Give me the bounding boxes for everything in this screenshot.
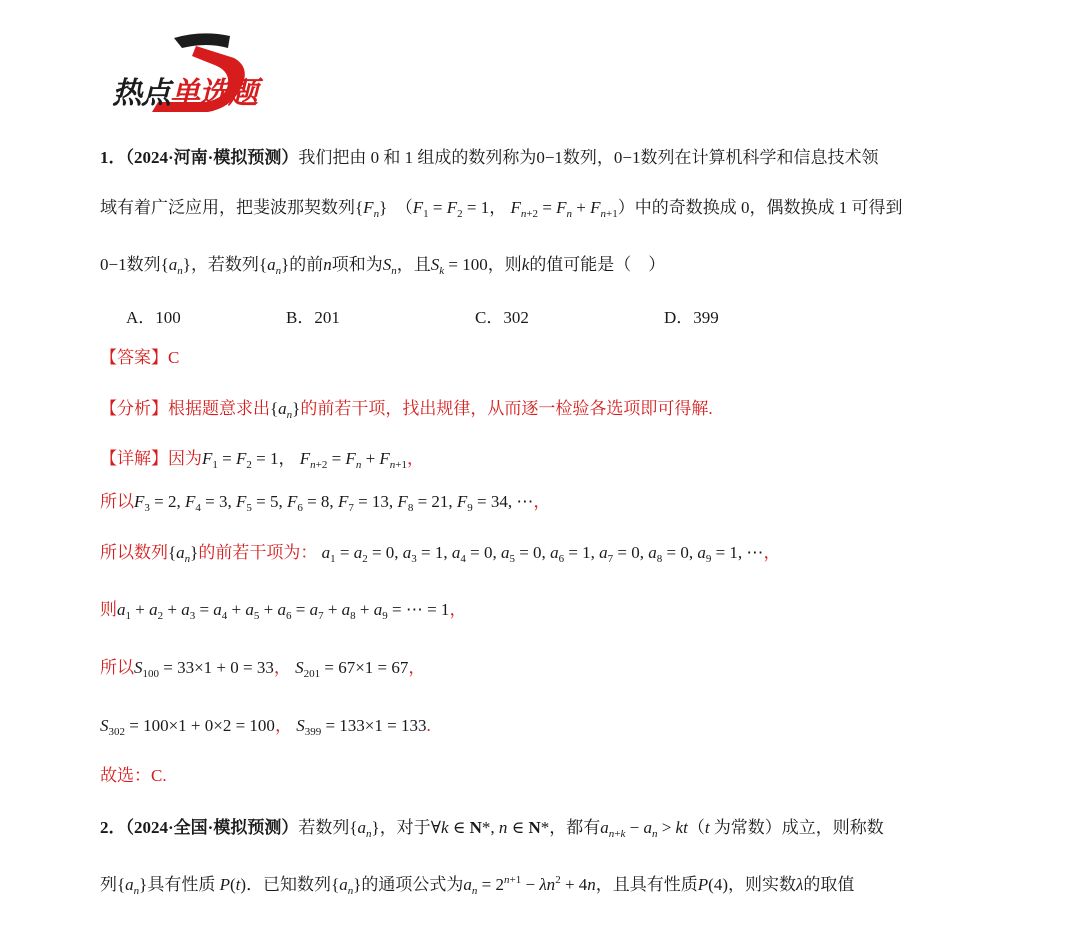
logo-text-dark: 热点 (112, 76, 170, 111)
q2-source: （2024·全国·模拟预测） (125, 818, 299, 837)
q2-text-2f: ，则实数 (728, 875, 796, 894)
logo-title (112, 68, 257, 112)
formula-s100-s201: $S_{100} = 33\times 1 + 0 = 33$， $S_{201} = 67\times 1 = 67$， (134, 658, 426, 680)
q1-so-2-label-b: 的前若干项为： (198, 543, 318, 562)
q1-so-1 (100, 490, 550, 514)
q2-text-2b: 具有性质 (147, 875, 216, 894)
q1-text-2b: 中的奇数换成 0，偶数换成 1 可得到 (634, 198, 903, 217)
formula-general-term: $a_n = 2^{n+1} - \lambda n^2 + 4n$ (463, 874, 596, 897)
q1-s302-s399 (100, 714, 431, 738)
q1-text-3c: 的前 (289, 255, 324, 274)
formula-an: $\{a_n\}$ (160, 255, 191, 277)
formula-p4: P(4) (697, 875, 728, 894)
q2-text-2g: 的取值 (803, 875, 855, 894)
q1-analysis-b: 的前若干项，找出规律，从而逐一检验各选项即可得解. (300, 399, 713, 418)
q1-text-1: 我们把由 0 和 1 组成的数列称为0−1数列，0−1数列在计算机科学和信息技术领 (298, 148, 879, 167)
q1-line-1 (100, 146, 879, 170)
option-d[interactable]: D．399 (664, 308, 719, 327)
formula-k: k (521, 255, 530, 274)
q1-text-3f: ，则 (487, 255, 522, 274)
q1-line-3 (100, 253, 665, 277)
formula-sk: $S_k = 100$ (430, 255, 488, 277)
formula-n: n (323, 255, 332, 274)
q2-line-1 (100, 816, 884, 840)
q2-number: 2． (100, 818, 126, 837)
q2-line-2 (100, 873, 854, 897)
formula-q2-an-2: $\{a_n\}$ (117, 875, 148, 897)
q2-text-2e: ，且具有性质 (595, 875, 698, 894)
q1-so-3 (100, 656, 425, 680)
q1-analysis (100, 397, 713, 421)
q1-text-3g: 的值可能是（ ） (529, 255, 666, 274)
option-b[interactable]: B．201 (286, 308, 340, 327)
q2-text-1a: 若数列 (298, 818, 350, 837)
formula-a-values: $a_1 = a_2 = 0$, $a_3 = 1$, $a_4 = 0$, $a_5 = 0$, $a_6 = 1$, $a_7 = 0$, $a_8 = 0$, $a_9 = 1$, ⋯， (321, 543, 781, 565)
q1-then (100, 598, 466, 622)
formula-pt: P(t) (219, 875, 247, 894)
formula-lambda: λ (796, 875, 804, 894)
formula-sum-groups: $a_1 + a_2 + a_3 = a_4 + a_5 + a_6 = a_7 + a_8 + a_9$ = ⋯ = 1， (117, 600, 467, 622)
formula-s302-s399: $S_{302} = 100\times 1 + 0\times 2 = 100$， $S_{399} = 133\times 1 = 133$. (100, 716, 431, 738)
q1-number: 1． (100, 148, 126, 167)
q2-text-2c: ．已知数列 (246, 875, 332, 894)
q1-source: （2024·河南·模拟预测） (125, 148, 299, 167)
formula-an-3: $\{a_n\}$ (270, 399, 301, 421)
formula-an-4: $\{a_n\}$ (168, 543, 199, 565)
formula-forall: ∀k ∈ N*, n ∈ N* (430, 818, 550, 837)
q1-text-3e: ，且 (396, 255, 431, 274)
q2-text-1e: 为常数）成立，则称数 (713, 818, 884, 837)
option-a[interactable]: A．100 (126, 308, 181, 327)
q1-detail (100, 447, 424, 471)
formula-fib-values: $F_3 = 2$, $F_4 = 3$, $F_5 = 5$, $F_6 = 8$, $F_7 = 13$, $F_8 = 21$, $F_9 = 34$, ⋯， (134, 492, 551, 514)
formula-an-2: $\{a_n\}$ (258, 255, 290, 277)
q2-text-2a: 列 (100, 875, 117, 894)
q1-text-3a: 0−1数列 (100, 255, 161, 274)
q1-so-2-label: 所以数列 (100, 543, 168, 562)
hot-single-choice-logo (112, 28, 282, 120)
q2-text-1d: （ (687, 818, 705, 837)
q1-text-3d: 项和为 (331, 255, 383, 274)
option-c[interactable]: C．302 (475, 308, 529, 327)
formula-fib-def: $F_1 = F_2 = 1$， $F_{n+2} = F_n + F_{n+1}$， (202, 449, 425, 471)
q1-analysis-a: 【分析】根据题意求出 (100, 399, 270, 418)
q1-chosen: 故选：C. (100, 766, 167, 785)
q1-then-label: 则 (100, 600, 117, 619)
q1-so-2 (100, 541, 780, 565)
q1-text-3b: ，若数列 (190, 255, 259, 274)
formula-ineq: $a_{n+k} - a_n$ > kt (600, 818, 688, 840)
q1-answer: 【答案】C (100, 348, 180, 367)
formula-t: t (704, 818, 710, 837)
q2-text-2d: 的通项公式为 (361, 875, 464, 894)
q1-detail-label: 【详解】因为 (100, 449, 202, 468)
logo-text-red: 单选题 (170, 76, 257, 111)
q2-text-1c: ，都有 (549, 818, 601, 837)
q1-so-3-label: 所以 (100, 658, 134, 677)
formula-fib-seq: $\{F_n\}$ （$F_1 = F_2 = 1$， $F_{n+2} = F_n + F_{n+1}$） (355, 198, 635, 220)
q1-text-2a: 域有着广泛应用，把斐波那契数列 (100, 198, 355, 217)
formula-sn: $S_n$ (382, 255, 397, 277)
q1-so-1-label: 所以 (100, 492, 134, 511)
formula-q2-an-3: $\{a_n\}$ (331, 875, 362, 897)
formula-q2-an: $\{a_n\}$ (349, 818, 380, 840)
q2-text-1b: ，对于 (379, 818, 431, 837)
q1-line-2 (100, 196, 903, 220)
